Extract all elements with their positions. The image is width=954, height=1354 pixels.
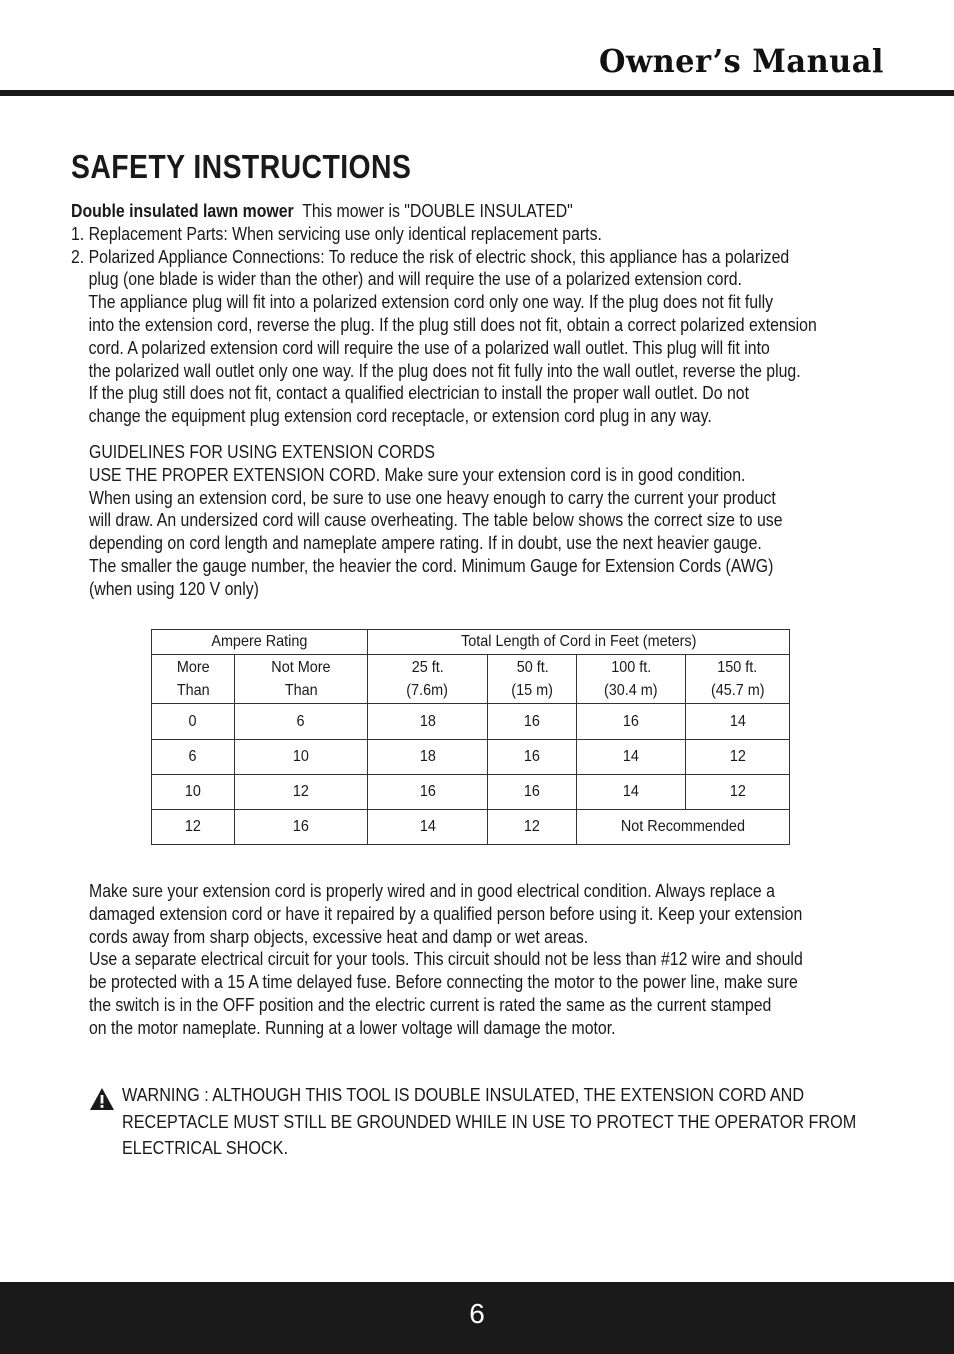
warning-text	[122, 1082, 856, 1162]
table-cell: 14	[686, 704, 790, 740]
warning-line: RECEPTACLE MUST STILL BE GROUNDED WHILE IN USE TO PROTECT THE OPERATOR FROM	[122, 1111, 857, 1132]
warning-line: ELECTRICAL SHOCK.	[122, 1138, 288, 1158]
table-cell: 14	[577, 740, 686, 775]
intro-line: 1. Replacement Parts: When servicing use only identical replacement parts.	[71, 223, 602, 244]
table-cell: 18	[367, 704, 488, 740]
table-row	[152, 704, 790, 740]
guidelines-line: depending on cord length and nameplate ampere rating. If in doubt, use the next heavier gauge.	[89, 533, 762, 554]
table-row	[152, 740, 790, 775]
page-number: 6	[469, 1298, 485, 1329]
intro-line: The appliance plug will fit into a polarized extension cord only one way. If the plug does not fit fully	[71, 292, 774, 313]
subheader-not-more-than: Not More Than	[234, 655, 367, 704]
header-ampere-rating: Ampere Rating	[152, 630, 368, 655]
guidelines-line: (when using 120 V only)	[89, 578, 259, 599]
intro-line-1-rest: This mower is "DOUBLE INSULATED"	[293, 201, 573, 221]
table-cell: 16	[488, 740, 577, 775]
guidelines-line: USE THE PROPER EXTENSION CORD. Make sure your extension cord is in good condition.	[89, 464, 746, 485]
subheader-150ft: 150 ft. (45.7 m)	[686, 655, 790, 704]
not-recommended-cell: Not Recommended	[577, 810, 790, 845]
table-cell: 12	[488, 810, 577, 845]
after-table-line: be protected with a 15 A time delayed fuse. Before connecting the motor to the power line, make sure	[89, 972, 798, 993]
intro-line: the polarized wall outlet only one way. If the plug does not fit fully into the wall outlet, reverse the plug.	[71, 360, 801, 381]
after-table-block	[89, 880, 803, 1040]
table-cell: 6	[152, 740, 235, 775]
intro-line-1	[71, 200, 817, 223]
table-cell: 10	[234, 740, 367, 775]
table-cell: 12	[152, 810, 235, 845]
after-table-line: Make sure your extension cord is properly wired and in good electrical condition. Always replace a	[89, 881, 775, 901]
manual-title: Owner’s Manual	[599, 42, 884, 80]
guidelines-block	[89, 441, 783, 601]
table-header-row	[152, 630, 790, 655]
intro-line: cord. A polarized extension cord will require the use of a polarized wall outlet. This plug will fit into	[71, 337, 770, 358]
table-cell: 10	[152, 775, 235, 810]
warning-triangle-icon	[89, 1087, 115, 1111]
table-cell: 16	[367, 775, 488, 810]
table-cell: 12	[686, 775, 790, 810]
intro-line: into the extension cord, reverse the plug. If the plug still does not fit, obtain a correct polarized extension	[71, 314, 817, 335]
subheader-100ft: 100 ft. (30.4 m)	[577, 655, 686, 704]
intro-line: If the plug still does not fit, contact a qualified electrician to install the proper wall outlet. Do not	[71, 383, 749, 404]
table-row	[152, 775, 790, 810]
table-cell: 16	[488, 704, 577, 740]
subheader-50ft: 50 ft. (15 m)	[488, 655, 577, 704]
warning-line: WARNING : ALTHOUGH THIS TOOL IS DOUBLE INSULATED, THE EXTENSION CORD AND	[122, 1085, 805, 1105]
guidelines-heading: GUIDELINES FOR USING EXTENSION CORDS	[89, 442, 435, 462]
table-cell: 12	[234, 775, 367, 810]
table-cell: 6	[234, 704, 367, 740]
after-table-line: the switch is in the OFF position and the electric current is rated the same as the current stamped	[89, 994, 772, 1015]
intro-line: plug (one blade is wider than the other) and will require the use of a polarized extension cord.	[71, 269, 742, 290]
table-cell: 16	[488, 775, 577, 810]
table-row	[152, 810, 790, 845]
table-cell: 14	[577, 775, 686, 810]
header-cord-length: Total Length of Cord in Feet (meters)	[367, 630, 789, 655]
after-table-line: cords away from sharp objects, excessive heat and damp or wet areas.	[89, 926, 589, 947]
table-cell: 12	[686, 740, 790, 775]
extension-cord-gauge-table	[151, 629, 790, 845]
subheader-more-than: More Than	[152, 655, 235, 704]
guidelines-line: The smaller the gauge number, the heavier the cord. Minimum Gauge for Extension Cords (AWG)	[89, 555, 774, 576]
after-table-line: Use a separate electrical circuit for your tools. This circuit should not be less than #12 wire and should	[89, 949, 803, 970]
guidelines-line: When using an extension cord, be sure to use one heavy enough to carry the current your product	[89, 487, 776, 508]
table-cell: 16	[234, 810, 367, 845]
table-cell: 16	[577, 704, 686, 740]
table-cell: 14	[367, 810, 488, 845]
intro-bold-label: Double insulated lawn mower	[71, 201, 294, 221]
after-table-line: damaged extension cord or have it repaired by a qualified person before using it. Keep your extension	[89, 903, 803, 924]
section-title: SAFETY INSTRUCTIONS	[71, 148, 412, 185]
subheader-25ft: 25 ft. (7.6m)	[367, 655, 488, 704]
table-cell: 0	[152, 704, 235, 740]
intro-line: change the equipment plug extension cord receptacle, or extension cord plug in any way.	[71, 406, 712, 427]
table-subheader-row	[152, 655, 790, 704]
intro-block	[71, 200, 817, 428]
header-divider	[0, 90, 954, 96]
after-table-line: on the motor nameplate. Running at a lower voltage will damage the motor.	[89, 1017, 616, 1038]
table-cell: 18	[367, 740, 488, 775]
guidelines-line: will draw. An undersized cord will cause overheating. The table below shows the correct size to use	[89, 510, 783, 531]
intro-line: 2. Polarized Appliance Connections: To reduce the risk of electric shock, this appliance has a polarized	[71, 246, 790, 267]
